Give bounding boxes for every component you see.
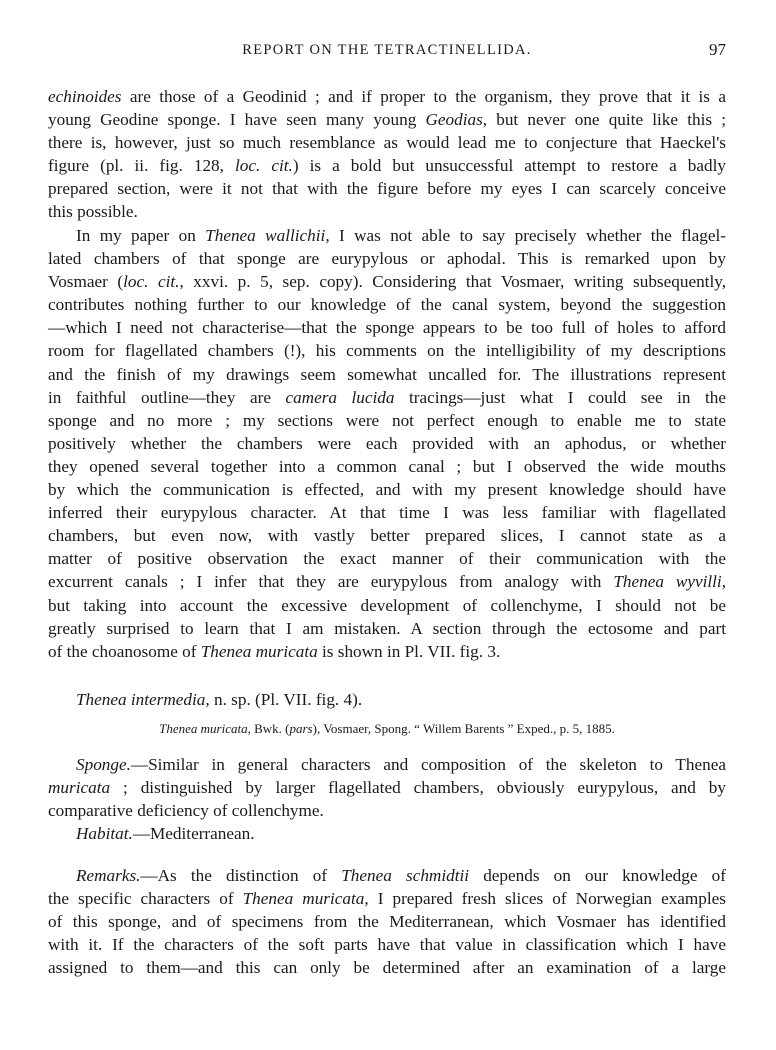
text-line: echinoides are those of a Geodinid ; and if proper to the organism, they prove that it is a [48, 87, 726, 106]
text-line: of this sponge, and of specimens from the Mediterranean, which Vosmaer has identified [48, 912, 726, 932]
paragraph-1 [48, 85, 726, 224]
text-line: Remarks.—As the distinction of Thenea schmidtii depends on our knowledge of [76, 866, 726, 885]
text-line: by which the communication is effected, and with my present knowledge should have [48, 480, 726, 500]
remarks-paragraph [48, 864, 726, 979]
synonymy-line: Thenea muricata, Bwk. (pars), Vosmaer, Spong. “ Willem Barents ” Exped., p. 5, 1885. [159, 721, 615, 736]
sponge-paragraph [48, 753, 726, 845]
text-line: Vosmaer (loc. cit., xxvi. p. 5, sep. copy). Considering that Vosmaer, writing subsequently, [48, 272, 726, 292]
text-line: positively whether the chambers were each provided with an aphodus, or whether [48, 433, 726, 453]
text-line: of the choanosome of Thenea muricata is shown in Pl. VII. fig. 3. [48, 641, 501, 661]
text-line: the specific characters of Thenea muricata, I prepared fresh slices of Norwegian examples [48, 889, 726, 909]
text-line: —which I need not characterise—that the sponge appears to be too full of holes to afford [48, 318, 726, 338]
text-line: muricata ; distinguished by larger flagellated chambers, obviously eurypylous, and by [48, 778, 726, 798]
text-line: this possible. [48, 202, 138, 222]
text-line: but taking into account the excessive development of collenchyme, I should not be [48, 595, 726, 615]
paragraph-2 [48, 224, 726, 663]
habitat-line: Habitat.—Mediterranean. [76, 824, 255, 844]
text-line: matter of positive observation the exact manner of their communication with the [48, 549, 726, 569]
page-number: 97 [709, 40, 726, 59]
text-line: and the finish of my drawings seem somewhat uncalled for. The illustrations represent [48, 364, 726, 384]
text-line: inferred their eurypylous character. At that time I was less familiar with flagellated [48, 503, 726, 523]
text-line: prepared section, were it not that with the figure before my eyes I can scarcely conceive [48, 179, 726, 199]
page-header [48, 40, 726, 64]
text-line: excurrent canals ; I infer that they are eurypylous from analogy with Thenea wyvilli, [48, 572, 726, 592]
text-line: in faithful outline—they are camera lucida tracings—just what I could see in the [48, 387, 727, 407]
text-line: room for flagellated chambers (!), his comments on the intelligibility of my descriptions [48, 341, 726, 361]
text-line: greatly surprised to learn that I am mistaken. A section through the ectosome and part [48, 618, 726, 638]
text-line: young Geodine sponge. I have seen many young Geodias, but never one quite like this ; [48, 110, 726, 130]
species-title: Thenea intermedia, n. sp. (Pl. VII. fig. 4). [76, 690, 363, 709]
text-line: with it. If the characters of the soft parts have that value in classification which I have [48, 935, 726, 955]
text-line: lated chambers of that sponge are eurypylous or aphodal. This is remarked upon by [48, 249, 726, 269]
text-line: sponge and no more ; my sections were not perfect enough to enable me to state [48, 410, 726, 430]
text-line: figure (pl. ii. fig. 128, loc. cit.) is a bold but unsuccessful attempt to restore a badly [48, 156, 726, 176]
text-line: assigned to them—and this can only be determined after an examination of a large [48, 958, 726, 978]
text-line: In my paper on Thenea wallichii, I was not able to say precisely whether the flagel- [76, 226, 726, 245]
text-line: contributes nothing further to our knowledge of the canal system, beyond the suggestion [48, 295, 726, 315]
text-line: chambers, but even now, with vastly better prepared slices, I cannot state as a [48, 526, 726, 546]
text-line: comparative deficiency of collenchyme. [48, 801, 324, 821]
text-line: there is, however, just so much resemblance as would lead me to conjecture that Haeckel's [48, 133, 726, 153]
text-line: Sponge.—Similar in general characters and composition of the skeleton to Thenea [76, 755, 726, 774]
running-title: REPORT ON THE TETRACTINELLIDA. [242, 42, 532, 58]
text-line: they opened several together into a common canal ; but I observed the wide mouths [48, 456, 726, 476]
